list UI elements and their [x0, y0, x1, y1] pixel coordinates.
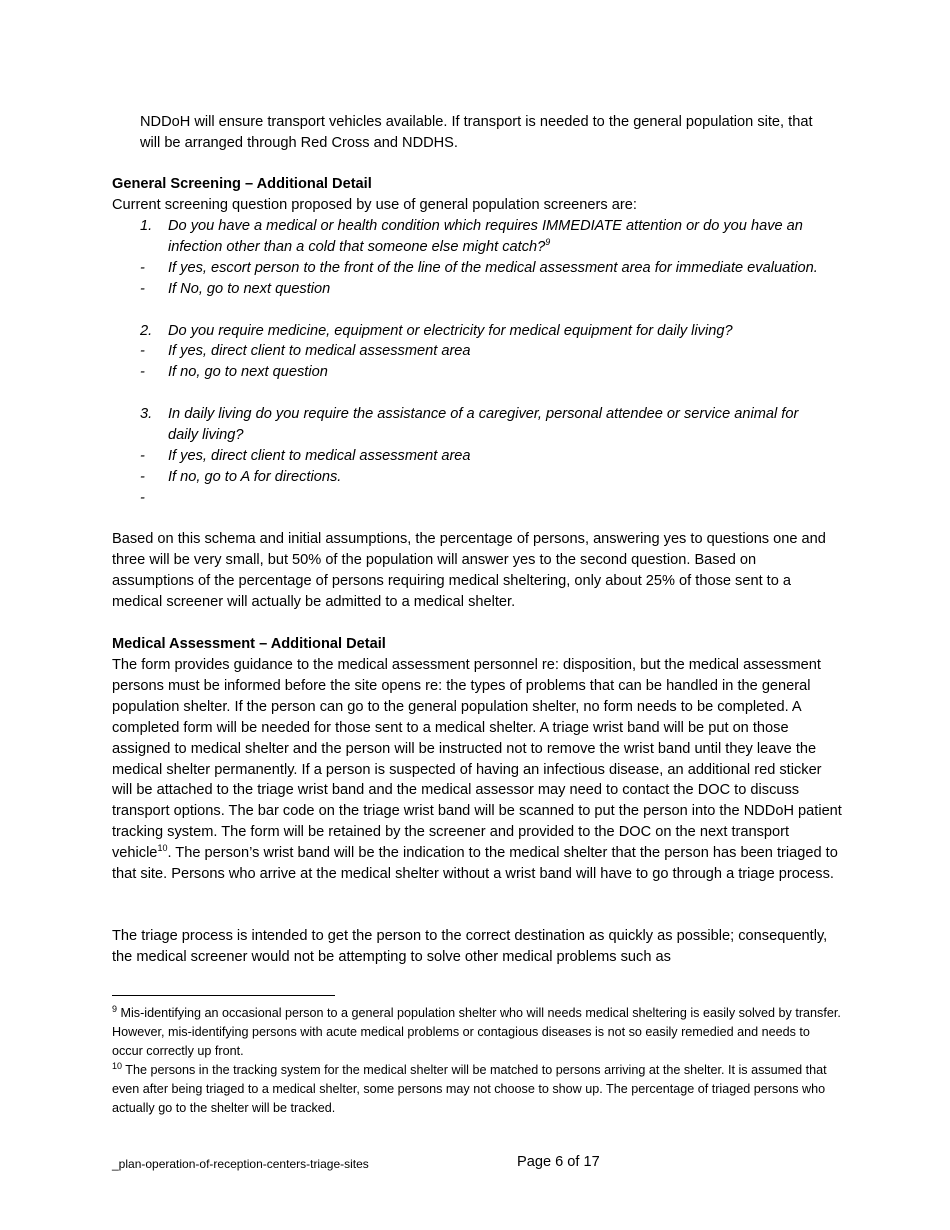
general-screening-heading: General Screening – Additional Detail: [112, 176, 372, 192]
question-3-number: 3.: [140, 406, 153, 423]
question-2-no: [112, 362, 832, 383]
medical-assessment-heading: Medical Assessment – Additional Detail: [112, 636, 386, 652]
footnote-separator: [112, 995, 335, 996]
dash-marker: -: [140, 364, 145, 381]
question-1-text: Do you have a medical or health condition which requires IMMEDIATE attention or do you have an infection other than a cold that someone else might catch?: [168, 218, 803, 255]
triage-process-paragraph: The triage process is intended to get the person to the correct destination as quickly as possible; consequently, the medical screener would not be attempting to solve other medical problems such as: [112, 928, 828, 965]
screening-conclusion: Based on this schema and initial assumptions, the percentage of persons, answering yes to questions one and three will be very small, but 50% of the population will answer yes to the second question. Based on assumptions of the percentage of persons requiring medical sheltering, only about 25% of those sent to a medical screener will actually be admitted to a medical shelter.: [112, 531, 826, 610]
list-gap: [112, 300, 832, 321]
footnote-10: [112, 1061, 842, 1118]
question-1-no-text: If No, go to next question: [168, 280, 331, 297]
footnote-9-number: 9: [112, 1003, 118, 1014]
question-1-yes-text: If yes, escort person to the front of the line of the medical assessment area for immediate evaluation.: [168, 259, 818, 276]
footnote-ref-10: 10: [157, 843, 168, 854]
list-gap: [112, 383, 832, 404]
question-3-no: [112, 467, 832, 488]
dash-marker: -: [140, 280, 145, 297]
footer-filename: _plan-operation-of-reception-centers-triage-sites: [112, 1157, 369, 1171]
question-2: [112, 321, 832, 342]
footer-page-number: Page 6 of 17: [517, 1154, 600, 1170]
dash-marker: -: [140, 447, 145, 464]
footnote-ref-9: 9: [545, 237, 551, 248]
footnote-10-number: 10: [112, 1060, 123, 1071]
dash-marker: -: [140, 343, 145, 360]
question-3-no-text: If no, go to A for directions.: [168, 468, 342, 485]
intro-paragraph: NDDoH will ensure transport vehicles available. If transport is needed to the general population site, that will be arranged through Red Cross and NDDHS.: [140, 114, 813, 151]
footnote-9-text: Mis-identifying an occasional person to a general population shelter who will needs medical sheltering is easily solved by transfer. However, mis-identifying persons with acute medical problems or contagious diseases is not so easily remedied and needs to occur correctly up front.: [112, 1006, 841, 1058]
screening-question-list: [112, 216, 832, 509]
question-3-text: In daily living do you require the assistance of a caregiver, personal attendee or service animal for daily living?: [168, 406, 799, 444]
empty-list-item: [112, 488, 832, 509]
footnote-9: [112, 1004, 842, 1061]
question-2-no-text: If no, go to next question: [168, 364, 328, 381]
general-screening-lead: Current screening question proposed by use of general population screeners are:: [112, 197, 637, 213]
question-2-number: 2.: [140, 322, 153, 339]
question-2-text: Do you require medicine, equipment or electricity for medical equipment for daily living?: [168, 322, 733, 339]
dash-marker: -: [140, 468, 145, 485]
question-3: [112, 404, 832, 446]
question-1-no: [112, 279, 832, 300]
question-1-yes: [112, 258, 832, 279]
dash-marker: -: [140, 259, 145, 276]
question-3-yes: [112, 446, 832, 467]
dash-marker: -: [140, 489, 145, 506]
question-1: [112, 216, 832, 258]
question-2-yes: [112, 341, 832, 362]
question-3-yes-text: If yes, direct client to medical assessment area: [168, 447, 471, 464]
question-1-number: 1.: [140, 218, 153, 234]
medical-assessment-text-b: . The person’s wrist band will be the indication to the medical shelter that the person has been triaged to that site. Persons who arrive at the medical shelter without a wrist band will have to go through a triage process.: [112, 845, 838, 883]
medical-assessment-paragraph: [112, 655, 842, 885]
footnote-10-text: The persons in the tracking system for the medical shelter will be matched to persons arriving at the shelter. It is assumed that even after being triaged to a medical shelter, some persons may not choose to show up. The percentage of triaged persons who actually go to the shelter will be tracked.: [112, 1063, 827, 1115]
question-2-yes-text: If yes, direct client to medical assessment area: [168, 343, 471, 360]
medical-assessment-text-a: The form provides guidance to the medical assessment personnel re: disposition, but the medical assessment persons must be informed before the site opens re: the types of problems that can be handled in the general population shelter. If the person can go to the general population shelter, no form needs to be completed. A completed form will be needed for those sent to a medical shelter. A triage wrist band will be put on those assigned to medical shelter and the person will be instructed not to remove the wrist band until they leave the medical shelter permanently. If a person is suspected of having an infectious disease, an additional red sticker will be attached to the triage wrist band and the medical assessor may need to contact the DOC to discuss transport options. The bar code on the triage wrist band will be scanned to put the person into the NDDoH patient tracking system. The form will be retained by the screener and provided to the DOC on the next transport vehicle: [112, 657, 842, 862]
